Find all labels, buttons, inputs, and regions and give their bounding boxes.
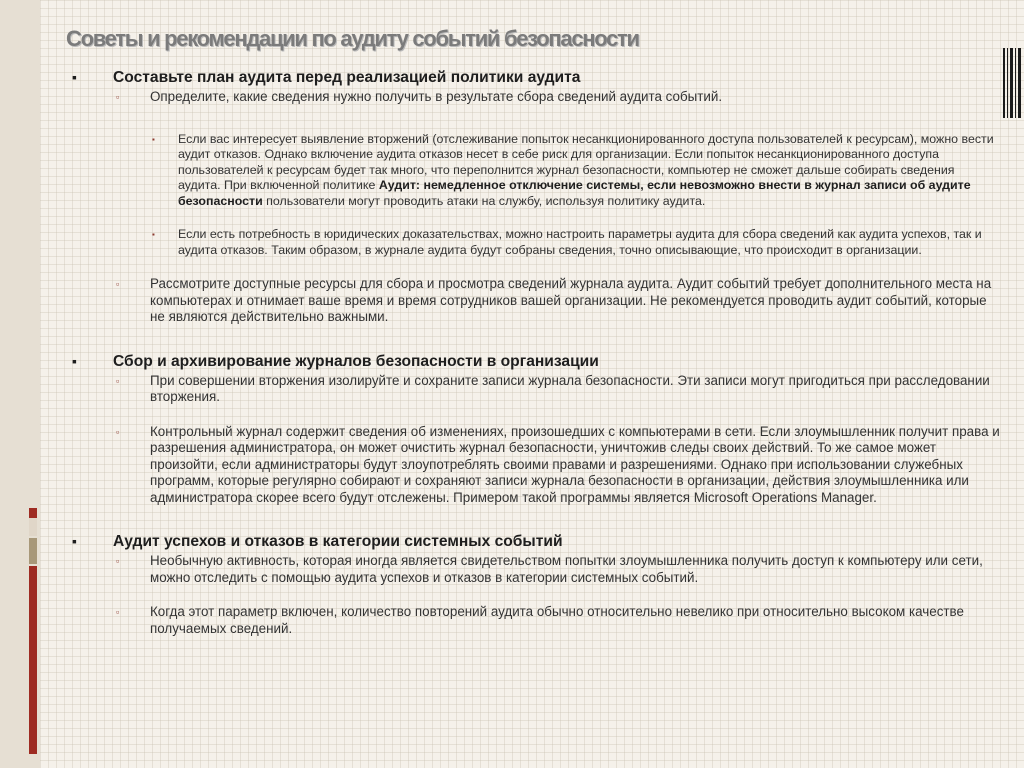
list-item bbox=[72, 373, 1000, 406]
list-item bbox=[72, 89, 1000, 106]
bullet-marker: ▫ bbox=[116, 426, 120, 437]
slide-title: Советы и рекомендации по аудиту событий безопасности bbox=[66, 26, 639, 51]
slide-body bbox=[72, 68, 1000, 637]
list-item-text: При совершении вторжения изолируйте и сохраните записи журнала безопасности. Эти записи могут пригодиться при расследовании вторжения. bbox=[150, 372, 990, 404]
sub-list-item-text-start: Если вас интересует выявление вторжений (отслеживание попыток несанкционированного доступа пользователей к ресурсам), можно вести аудит отказов. Однако включение аудита отказов несет в себе риск для организации. Если попыток несанкционированного доступа пользователей к ресурсам будет так много, что переполнится журнал безопасности, компьютер не сможет дальше собирать сведения аудита. При включенной политике bbox=[178, 131, 994, 192]
list-item bbox=[72, 424, 1000, 507]
bullet-marker: ▫ bbox=[116, 556, 120, 566]
list-item-text: Контрольный журнал содержит сведения об изменениях, произошедших с компьютерами в сети. Если злоумышленник получит права и разрешения администратора, он может очистить журнал безопасности, уничтожив следы своих действий. То же самое может произойти, если администраторы будут злоупотреблять своими правами и разрешениями. Однако при использовании служебных программ, которые регулярно собирают и сохраняют записи журнала безопасности в организации, действия злоумышленника или администратора скорее всего будут отслежены. Примером такой программы является Microsoft Operations Manager. bbox=[150, 423, 1000, 505]
list-item bbox=[72, 276, 1000, 326]
list-item-text: Определите, какие сведения нужно получить в результате сбора сведений аудита событий. bbox=[150, 89, 723, 104]
decorative-lines bbox=[1003, 48, 1021, 118]
bullet-marker: ▫ bbox=[116, 279, 120, 289]
bullet-marker: ▫ bbox=[116, 375, 120, 386]
sub-list-item-text-end: пользователи могут проводить атаки на службу, используя политику аудита. bbox=[262, 193, 706, 208]
list-item-text: Когда этот параметр включен, количество повторений аудита обычно относительно невелико при относительно высоком качестве получаемых сведений. bbox=[150, 604, 964, 636]
sub-list-item bbox=[72, 227, 1000, 258]
sub-list-item bbox=[72, 132, 1000, 210]
bullet-marker: ▪ bbox=[72, 533, 77, 549]
section-heading-text: Аудит успехов и отказов в категории системных событий bbox=[113, 533, 563, 550]
list-item-text: Рассмотрите доступные ресурсы для сбора и просмотра сведений журнала аудита. Аудит событий требует дополнительного места на компьютерах и отнимает ваше время и время сотрудников вашей организации. Не рекомендуется проводить аудит событий, которые не являются действительно важными. bbox=[150, 276, 992, 324]
accent-bar-tan bbox=[29, 538, 37, 564]
section-heading bbox=[72, 532, 1000, 551]
accent-bar-red-top bbox=[29, 508, 37, 518]
bullet-marker: ▫ bbox=[116, 92, 120, 102]
list-item-text: Необычную активность, которая иногда является свидетельством попытки злоумышленника получить доступ к компьютеру или сети, можно отследить с помощью аудита успехов и отказов в категории системных событий. bbox=[150, 553, 983, 585]
sub-list-item-text bbox=[178, 132, 994, 208]
list-item bbox=[72, 553, 1000, 586]
accent-bar-red-long bbox=[29, 566, 37, 754]
section-heading bbox=[72, 68, 1000, 87]
bullet-marker: ▪ bbox=[72, 352, 77, 369]
section-heading-text: Составьте план аудита перед реализацией политики аудита bbox=[113, 69, 581, 86]
sub-list-item-text: Если есть потребность в юридических доказательствах, можно настроить параметры аудита для сбора сведений как аудита успехов, так и аудита отказов. Таким образом, в журнале аудита будут собраны сведения, точно описывающие, что происходит в организации. bbox=[178, 227, 982, 257]
section-heading bbox=[72, 352, 1000, 371]
bullet-marker: ▫ bbox=[116, 607, 120, 617]
bullet-marker: ▪ bbox=[152, 134, 155, 144]
policy-name-bold: Аудит: немедленное отключение системы, если невозможно внести в журнал записи об аудите безопасности bbox=[178, 178, 971, 208]
accent-bar-light bbox=[29, 518, 37, 536]
list-item bbox=[72, 604, 1000, 637]
bullet-marker: ▪ bbox=[72, 69, 77, 85]
section-heading-text: Сбор и архивирование журналов безопасности в организации bbox=[113, 352, 599, 370]
bullet-marker: ▪ bbox=[152, 230, 155, 239]
